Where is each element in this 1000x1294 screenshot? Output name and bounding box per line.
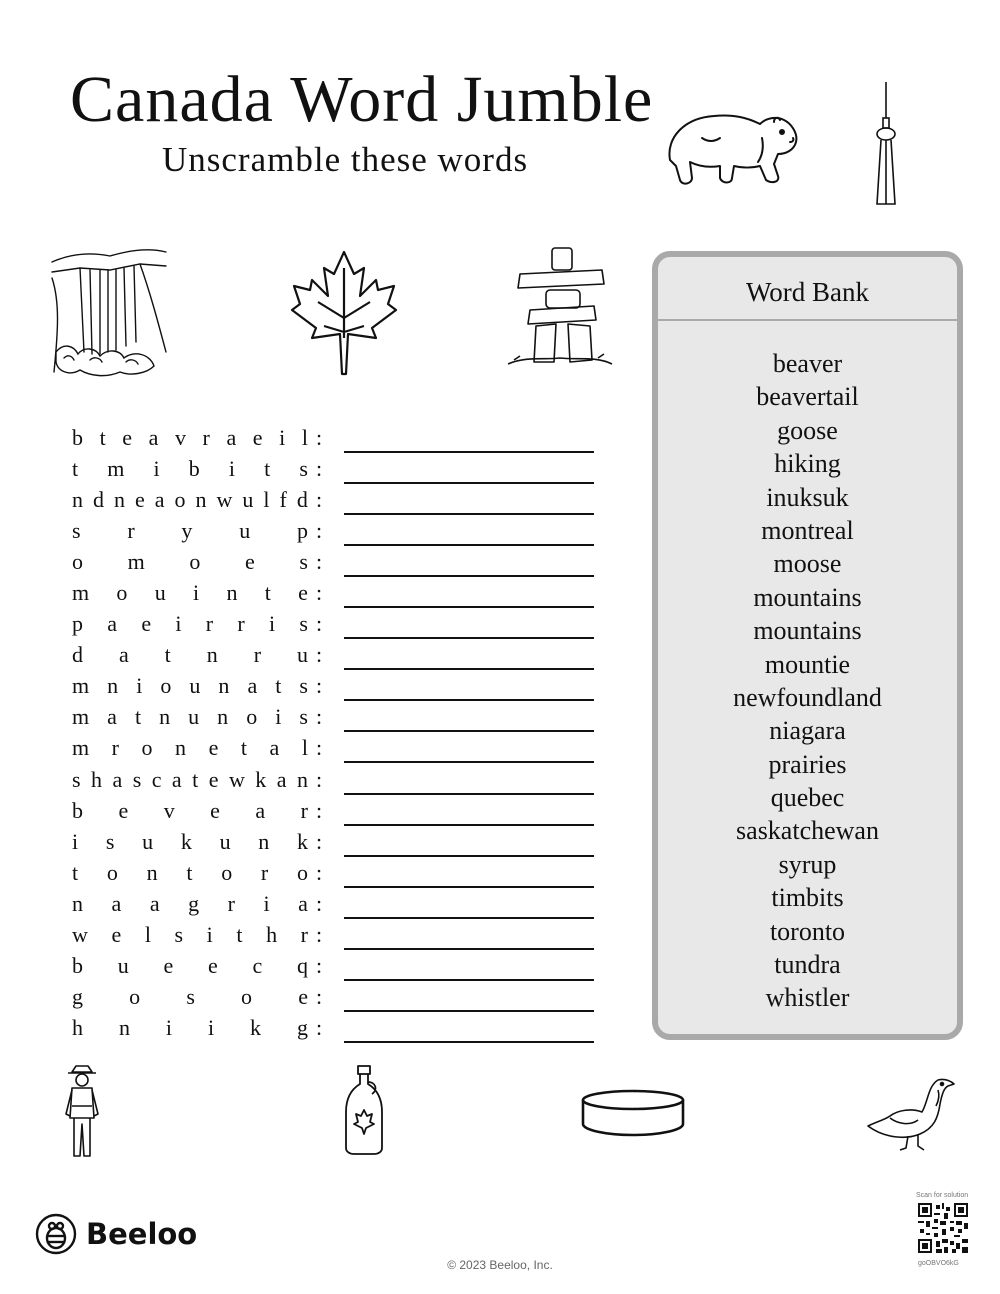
jumble-row <box>72 890 602 921</box>
word-bank-list <box>658 347 957 1015</box>
word-bank-word: beaver <box>772 349 843 378</box>
word-bank-word: goose <box>777 415 838 445</box>
goose-illustration <box>864 1074 956 1152</box>
jumble-colon: : <box>316 890 323 916</box>
word-bank-word: mountie <box>764 649 851 679</box>
jumble-colon: : <box>316 549 323 575</box>
jumble-colon: : <box>316 766 323 792</box>
word-bank-word: hiking <box>774 449 841 479</box>
answer-line[interactable] <box>344 606 594 608</box>
jumble-row <box>72 517 602 548</box>
jumble-colon: : <box>316 425 323 450</box>
jumble-row <box>72 672 602 703</box>
answer-line[interactable] <box>344 513 594 515</box>
jumble-colon: : <box>316 797 323 823</box>
scrambled-word: h n i i k g <box>72 1014 308 1040</box>
jumble-colon: : <box>316 921 323 947</box>
word-bank-word: whistler <box>765 983 850 1013</box>
scrambled-word: p a e i r r i s <box>72 611 308 637</box>
jumble-row <box>72 548 602 579</box>
jumble-colon: : <box>316 518 323 544</box>
hockey-puck-illustration <box>580 1088 686 1138</box>
jumble-colon: : <box>316 828 323 854</box>
jumble-row <box>72 486 602 517</box>
mountie-illustration <box>62 1062 102 1160</box>
polar-bear-illustration <box>662 108 802 190</box>
jumble-colon: : <box>316 487 323 513</box>
jumble-colon: : <box>316 704 323 730</box>
scrambled-word: m r o n e t a l <box>72 735 308 761</box>
scrambled-word: m o u i n t e <box>72 580 308 606</box>
qr-caption: Scan for solution <box>916 1192 969 1199</box>
scrambled-word: s h a s c a t e w k a n <box>72 766 308 792</box>
jumble-colon: : <box>316 983 323 1009</box>
answer-line[interactable] <box>344 730 594 732</box>
jumble-colon: : <box>316 735 323 761</box>
scrambled-word: t o n t o r o <box>72 859 308 885</box>
jumble-colon: : <box>316 580 323 606</box>
word-bank-word: beavertail <box>756 382 859 412</box>
scrambled-word: g o s o e <box>72 983 308 1009</box>
word-bank-word: prairies <box>768 749 847 779</box>
word-bank-word: quebec <box>770 783 845 813</box>
jumble-row <box>72 641 602 672</box>
answer-line[interactable] <box>344 793 594 795</box>
jumble-colon: : <box>316 673 323 699</box>
jumble-row <box>72 921 602 952</box>
jumble-row <box>72 455 602 486</box>
answer-line[interactable] <box>344 575 594 577</box>
answer-line[interactable] <box>344 482 594 484</box>
maple-syrup-illustration <box>342 1064 386 1156</box>
cn-tower-illustration <box>872 80 900 208</box>
scrambled-word: b e v e a r <box>72 797 308 823</box>
answer-line[interactable] <box>344 824 594 826</box>
answer-line[interactable] <box>344 668 594 670</box>
word-bank-word: mountains <box>753 582 862 612</box>
word-bank-word: syrup <box>778 849 837 879</box>
scrambled-word: b t e a v r a e i l <box>72 425 308 450</box>
scrambled-word: m n i o u n a t s <box>72 673 308 699</box>
word-bank-word: niagara <box>769 716 846 746</box>
jumble-row <box>72 952 602 983</box>
jumble-row <box>72 703 602 734</box>
brand-name: Beeloo <box>86 1217 198 1251</box>
jumble-colon: : <box>316 859 323 885</box>
jumble-row <box>72 579 602 610</box>
qr-code-id: goOBVO6kG <box>918 1260 959 1267</box>
answer-line[interactable] <box>344 761 594 763</box>
word-bank-word: moose <box>773 549 842 579</box>
jumble-colon: : <box>316 611 323 637</box>
answer-line[interactable] <box>344 979 594 981</box>
jumble-colon: : <box>316 1014 323 1040</box>
scrambled-word: n a a g r i a <box>72 890 308 916</box>
jumble-colon: : <box>316 642 323 668</box>
word-bank-word: inuksuk <box>766 482 849 512</box>
answer-line[interactable] <box>344 544 594 546</box>
scrambled-word: n d n e a o n w u l f d <box>72 487 308 513</box>
jumble-colon: : <box>316 456 323 482</box>
scrambled-word: s r y u p <box>72 518 308 544</box>
niagara-falls-illustration <box>50 242 168 382</box>
answer-line[interactable] <box>344 886 594 888</box>
jumble-row <box>72 766 602 797</box>
page-title: Canada Word Jumble <box>70 63 654 136</box>
jumble-colon: : <box>316 952 323 978</box>
scrambled-word: w e l s i t h r <box>72 921 308 947</box>
answer-line[interactable] <box>344 855 594 857</box>
word-bank-word: timbits <box>771 883 844 913</box>
jumble-row <box>72 610 602 641</box>
jumble-row <box>72 983 602 1014</box>
word-bank-word: mountains <box>753 616 862 646</box>
word-bank-word: montreal <box>761 515 854 545</box>
word-bank-word: saskatchewan <box>736 816 879 846</box>
qr-code-icon <box>918 1203 968 1253</box>
page-subtitle: Unscramble these words <box>162 140 529 179</box>
scrambled-word: t m i b i t s <box>72 456 308 482</box>
scrambled-word: b u e e c q <box>72 952 308 978</box>
word-bank-word: toronto <box>769 916 846 946</box>
inuksuk-illustration <box>506 244 614 368</box>
scrambled-word: i s u k u n k <box>72 828 308 854</box>
scrambled-word: m a t n u n o i s <box>72 704 308 730</box>
jumble-row <box>72 828 602 859</box>
copyright: © 2023 Beeloo, Inc. <box>447 1258 553 1272</box>
word-bank-word: tundra <box>774 950 841 980</box>
jumble-row <box>72 1014 602 1045</box>
bee-icon <box>34 1212 78 1256</box>
maple-leaf-illustration <box>288 248 400 376</box>
answer-line[interactable] <box>344 451 594 453</box>
answer-line[interactable] <box>344 948 594 950</box>
jumble-row <box>72 797 602 828</box>
answer-line[interactable] <box>344 917 594 919</box>
word-bank-word: newfoundland <box>733 682 882 712</box>
word-bank-title: Word Bank <box>658 257 957 321</box>
jumble-row <box>72 859 602 890</box>
answer-line[interactable] <box>344 637 594 639</box>
answer-line[interactable] <box>344 699 594 701</box>
jumble-row <box>72 734 602 765</box>
jumble-list <box>72 424 602 1045</box>
jumble-row <box>72 424 602 455</box>
scrambled-word: o m o e s <box>72 549 308 575</box>
answer-line[interactable] <box>344 1041 594 1043</box>
answer-line[interactable] <box>344 1010 594 1012</box>
word-bank-panel <box>652 251 963 1040</box>
scrambled-word: d a t n r u <box>72 642 308 668</box>
beeloo-logo <box>34 1212 197 1256</box>
